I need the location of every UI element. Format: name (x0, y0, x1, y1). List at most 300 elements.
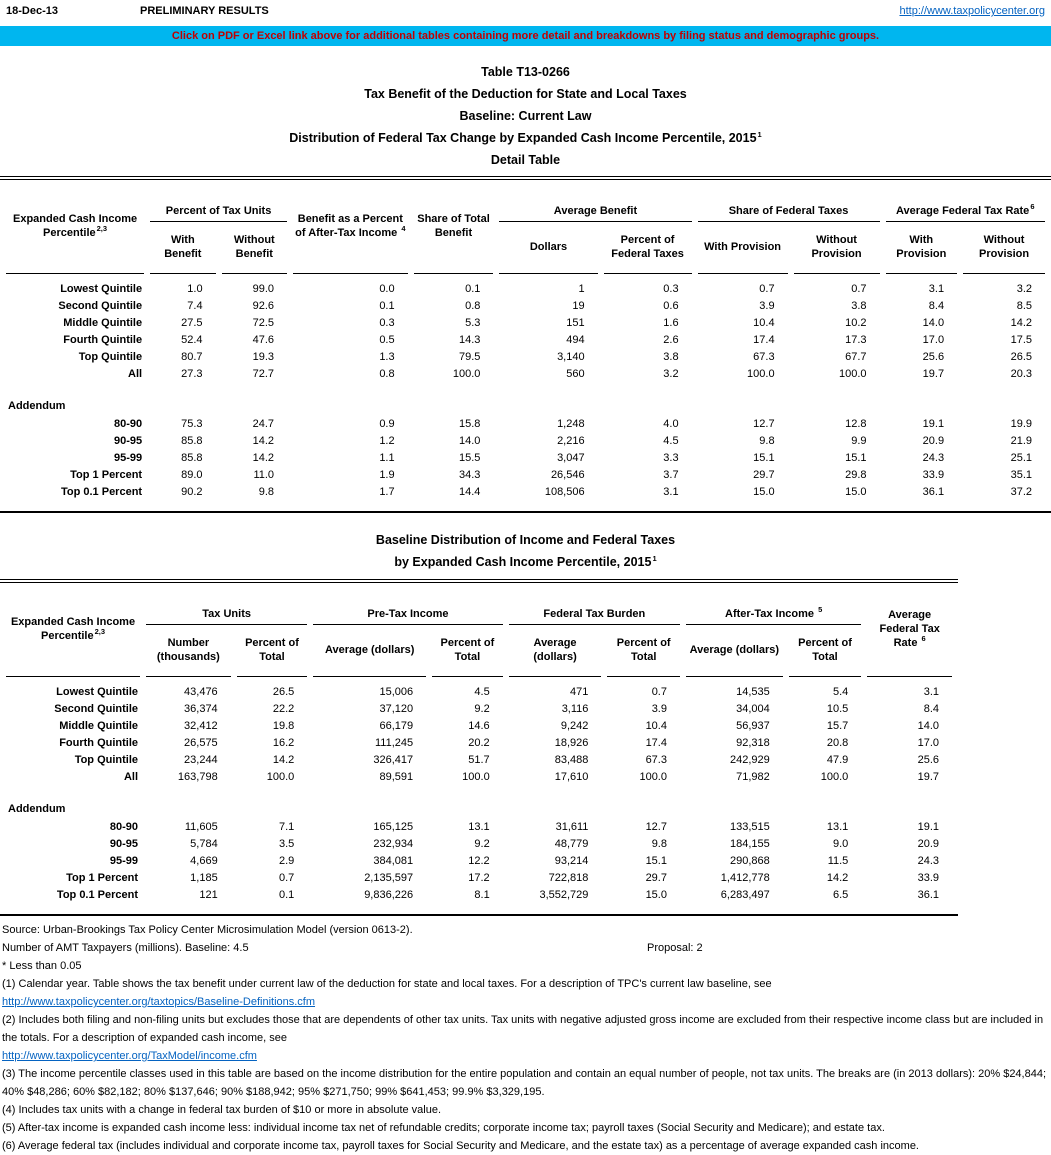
table-data-row (6, 366, 1045, 383)
cell-value: 35.1 (1010, 469, 1032, 481)
col-group-after-tax-text: After-Tax Income (725, 608, 815, 620)
cell-value: 232,934 (373, 838, 414, 850)
cell-value: 14.0 (922, 317, 945, 329)
cell-value: 37,120 (379, 703, 414, 715)
cell-value: 1,248 (557, 418, 585, 430)
col-header-burden-average-dollars: Average (dollars) (509, 625, 602, 677)
col-header-percentile (6, 583, 140, 677)
cell-value: 25.6 (917, 754, 939, 766)
footnote-ref-23b: 2,3 (94, 627, 106, 637)
group-header-row (6, 180, 1045, 222)
cell-value: 9.8 (258, 486, 275, 498)
cell-value: 85.8 (181, 435, 203, 447)
preliminary-results-label: PRELIMINARY RESULTS (140, 5, 269, 17)
cell-value: 0.1 (278, 889, 295, 901)
cell-value: 80.7 (181, 351, 203, 363)
row-label: Fourth Quintile (63, 334, 143, 346)
cell-value: 15.0 (845, 486, 867, 498)
cell-value: 10.4 (645, 720, 667, 732)
table-data-row (6, 484, 1045, 501)
cell-value: 0.7 (278, 872, 295, 884)
col-header-benefit-pct-text: Benefit as a Percent of After-Tax Income (295, 213, 403, 239)
col-header-share-without-provision: Without Provision (794, 222, 880, 274)
distribution-subtitle-text: Distribution of Federal Tax Change by Expanded Cash Income Percentile, 2015 (289, 131, 757, 145)
cell-value: 133,515 (729, 821, 770, 833)
table-data-row (6, 467, 1045, 484)
footnote-2: (2) Includes both filing and non-filing units but excludes those that are dependents of other tax units. Tax units with negative adjusted gross income are excluded from their respective income class but are included in the totals. For a description of expanded cash income, see (2, 1014, 1044, 1044)
cell-value: 13.1 (468, 821, 490, 833)
row-label: Lowest Quintile (60, 283, 143, 295)
cell-value: 8.1 (474, 889, 490, 901)
col-group-percent-of-tax-units: Percent of Tax Units (150, 180, 287, 222)
cell-value: 47.9 (826, 754, 849, 766)
row-label: Top 0.1 Percent (56, 889, 139, 901)
cell-value: 15.8 (458, 418, 481, 430)
cell-value: 29.7 (645, 872, 667, 884)
baseline-title-line2 (0, 551, 1051, 573)
cell-value: 1.1 (379, 452, 395, 464)
cell-value: 8.4 (923, 703, 939, 715)
cell-value: 17.4 (753, 334, 775, 346)
cell-value: 151 (566, 317, 585, 329)
table-data-row (6, 718, 952, 735)
cell-value: 10.4 (753, 317, 775, 329)
col-header-average-federal-tax-rate (867, 583, 952, 677)
cell-value: 3,116 (561, 703, 589, 715)
footnote-5: (5) After-tax income is expanded cash income less: individual income tax net of refundable credits; corporate income tax; payroll taxes (Social Security and Medicare); and estate tax. (2, 1122, 885, 1134)
cell-value: 20.9 (917, 838, 939, 850)
source-note: Source: Urban-Brookings Tax Policy Center Microsimulation Model (version 0613-2). (2, 924, 413, 936)
cell-value: 1,185 (190, 872, 218, 884)
cell-value: 33.9 (917, 872, 939, 884)
cell-value: 3.1 (663, 486, 679, 498)
sub-header-row (6, 222, 1045, 274)
col-group-after-tax-income (686, 583, 861, 625)
row-label: Top Quintile (74, 754, 139, 766)
col-header-share-with-provision: With Provision (698, 222, 788, 274)
cell-value: 25.1 (1010, 452, 1032, 464)
cell-value: 37.2 (1010, 486, 1032, 498)
col-header-pretax-percent-of-total: Percent of Total (432, 625, 503, 677)
col-header-percentile-text: Expanded Cash Income Percentile (13, 213, 138, 239)
cell-value: 3.1 (928, 283, 945, 295)
baseline-definitions-link[interactable]: http://www.taxpolicycenter.org/taxtopics/Baseline-Definitions.cfm (2, 996, 316, 1008)
cell-value: 0.0 (379, 283, 395, 295)
footnote-3: (3) The income percentile classes used in this table are based on the income distribution for the entire population and contain an equal number of people, not tax units. The breaks are (in 2013 dollars): 20% $24,844; 40% $48,286; 60% $82,182; 80% $137,646; 90% $188,942; 95% $271,750; 99% $641,453; 99.9% $3,329,195. (2, 1068, 1047, 1098)
cell-value: 71,982 (736, 771, 770, 783)
table-data-row (6, 819, 952, 836)
cell-value: 66,179 (379, 720, 414, 732)
cell-value: 0.6 (663, 300, 679, 312)
cell-value: 5.3 (465, 317, 481, 329)
cell-value: 108,506 (544, 486, 585, 498)
row-label: 90-95 (113, 435, 143, 447)
cell-value: 0.1 (379, 300, 395, 312)
col-header-benefit-pct-after-tax-income (293, 180, 408, 274)
cell-value: 36,374 (184, 703, 218, 715)
col-header-with-benefit: With Benefit (150, 222, 215, 274)
baseline-distribution-table-grid (0, 583, 958, 904)
cell-value: 19.1 (922, 418, 945, 430)
cell-value: 2.6 (663, 334, 679, 346)
col-header-without-benefit: Without Benefit (222, 222, 287, 274)
distribution-subtitle (0, 127, 1051, 149)
footnote-ref-4: 4 (401, 224, 406, 234)
cell-value: 19 (572, 300, 585, 312)
cell-value: 0.3 (379, 317, 395, 329)
tax-change-table-grid (0, 180, 1051, 501)
baseline-title-line2-text: by Expanded Cash Income Percentile, 2015 (394, 555, 652, 569)
cell-value: 67.3 (753, 351, 775, 363)
col-group-federal-tax-burden: Federal Tax Burden (509, 583, 680, 625)
cell-value: 52.4 (181, 334, 203, 346)
info-banner: Click on PDF or Excel link above for additional tables containing more detail and breakdowns by filing status and demographic groups. (0, 26, 1051, 46)
cell-value: 27.5 (181, 317, 203, 329)
cell-value: 9.8 (759, 435, 775, 447)
cell-value: 1.9 (379, 469, 395, 481)
cell-value: 17.3 (845, 334, 867, 346)
cell-value: 26.5 (1010, 351, 1032, 363)
cell-value: 14.6 (468, 720, 490, 732)
cell-value: 92.6 (252, 300, 275, 312)
title-block (0, 61, 1051, 171)
cell-value: 27.3 (181, 368, 203, 380)
col-header-aftertax-average-dollars: Average (dollars) (686, 625, 783, 677)
row-label: 80-90 (113, 418, 143, 430)
cell-value: 100.0 (639, 771, 667, 783)
cell-value: 14,535 (736, 686, 770, 698)
cell-value: 3.7 (663, 469, 679, 481)
row-label: 95-99 (109, 855, 139, 867)
cell-value: 11,605 (184, 821, 218, 833)
cell-value: 19.1 (917, 821, 939, 833)
row-label: Lowest Quintile (56, 686, 139, 698)
cell-value: 722,818 (548, 872, 589, 884)
cell-value: 2,216 (557, 435, 585, 447)
cell-value: 3.2 (663, 368, 679, 380)
cell-value: 17.0 (922, 334, 945, 346)
cell-value: 22.2 (272, 703, 295, 715)
cell-value: 18,926 (554, 737, 589, 749)
cell-value: 0.7 (759, 283, 775, 295)
row-label: Second Quintile (54, 703, 139, 715)
cell-value: 19.3 (252, 351, 275, 363)
cell-value: 16.2 (272, 737, 295, 749)
footnote-ref-1b: 1 (652, 553, 657, 563)
cell-value: 7.4 (187, 300, 203, 312)
cell-value: 3.5 (278, 838, 295, 850)
row-label: Top 1 Percent (70, 469, 143, 481)
cell-value: 85.8 (181, 452, 203, 464)
cell-value: 51.7 (468, 754, 490, 766)
cell-value: 15.1 (753, 452, 775, 464)
cell-value: 21.9 (1010, 435, 1032, 447)
cell-value: 3.2 (1016, 283, 1032, 295)
cell-value: 100.0 (838, 368, 867, 380)
cell-value: 4.0 (663, 418, 679, 430)
row-label: Middle Quintile (63, 317, 143, 329)
cell-value: 326,417 (373, 754, 414, 766)
cell-value: 4.5 (474, 686, 490, 698)
cell-value: 29.7 (753, 469, 775, 481)
cell-value: 93,214 (554, 855, 589, 867)
cell-value: 89.0 (181, 469, 203, 481)
table-data-row (6, 769, 952, 786)
cell-value: 34,004 (736, 703, 770, 715)
cell-value: 72.5 (252, 317, 275, 329)
row-label: All (128, 368, 143, 380)
table-data-row (6, 433, 1045, 450)
row-label: Middle Quintile (59, 720, 139, 732)
cell-value: 92,318 (736, 737, 770, 749)
section-label: Addendum (8, 400, 66, 412)
cell-value: 3.8 (663, 351, 679, 363)
cell-value: 3,047 (557, 452, 585, 464)
table-number: Table T13-0266 (481, 65, 570, 79)
col-header-burden-percent-of-total: Percent of Total (607, 625, 680, 677)
cell-value: 9.9 (851, 435, 867, 447)
baseline-distribution-table (0, 579, 958, 916)
cell-value: 36.1 (922, 486, 945, 498)
cell-value: 26,546 (550, 469, 585, 481)
cell-value: 100.0 (266, 771, 295, 783)
cell-value: 32,412 (184, 720, 218, 732)
cell-value: 10.2 (845, 317, 867, 329)
less-than-note: * Less than 0.05 (2, 960, 82, 972)
cell-value: 8.4 (928, 300, 945, 312)
cell-value: 12.7 (753, 418, 775, 430)
cell-value: 20.8 (826, 737, 849, 749)
cell-value: 17.5 (1010, 334, 1032, 346)
cell-value: 6,283,497 (720, 889, 770, 901)
col-header-avg-rate-text: Average Federal Tax Rate (879, 609, 940, 649)
cell-value: 7.1 (278, 821, 295, 833)
table-data-row (6, 274, 1045, 298)
cell-value: 17.2 (468, 872, 490, 884)
cell-value: 14.4 (458, 486, 481, 498)
table-section-row (6, 383, 1045, 416)
amt-taxpayers-note (2, 939, 1047, 957)
table-data-row (6, 416, 1045, 433)
table-data-row (6, 853, 952, 870)
cell-value: 100.0 (462, 771, 490, 783)
cell-value: 14.3 (458, 334, 481, 346)
cell-value: 5,784 (190, 838, 218, 850)
cell-value: 12.7 (645, 821, 667, 833)
cell-value: 3,140 (557, 351, 585, 363)
row-label: Top Quintile (78, 351, 143, 363)
cell-value: 20.9 (922, 435, 945, 447)
table-data-row (6, 677, 952, 701)
cell-value: 15.7 (826, 720, 849, 732)
cell-value: 1.7 (379, 486, 395, 498)
cell-value: 2,135,597 (364, 872, 414, 884)
cell-value: 560 (566, 368, 585, 380)
cell-value: 9,242 (560, 720, 589, 732)
cell-value: 48,779 (554, 838, 589, 850)
cell-value: 10.5 (826, 703, 849, 715)
cell-value: 384,081 (373, 855, 414, 867)
cell-value: 56,937 (736, 720, 770, 732)
col-header-percent-of-federal-taxes: Percent of Federal Taxes (604, 222, 692, 274)
cell-value: 24.7 (252, 418, 275, 430)
cell-value: 121 (199, 889, 218, 901)
cell-value: 1.6 (663, 317, 679, 329)
col-group-avg-rate-text: Average Federal Tax Rate (896, 205, 1030, 217)
cell-value: 1.2 (379, 435, 395, 447)
cell-value: 165,125 (373, 821, 414, 833)
cell-value: 43,476 (184, 686, 218, 698)
cell-value: 8.5 (1016, 300, 1032, 312)
cell-value: 24.3 (922, 452, 945, 464)
footnote-ref-6b: 6 (921, 634, 926, 644)
table-data-row (6, 701, 952, 718)
cell-value: 6.5 (833, 889, 849, 901)
cell-value: 100.0 (820, 771, 849, 783)
cell-value: 26,575 (184, 737, 218, 749)
cell-value: 90.2 (181, 486, 203, 498)
cell-value: 31,611 (555, 821, 589, 833)
cell-value: 15.1 (845, 452, 867, 464)
cell-value: 3.9 (759, 300, 775, 312)
cell-value: 4,669 (190, 855, 218, 867)
baseline-table-title (0, 529, 1051, 573)
cell-value: 14.2 (252, 452, 275, 464)
row-label: 80-90 (109, 821, 139, 833)
sub-header-row (6, 625, 952, 677)
col-group-pre-tax-income: Pre-Tax Income (313, 583, 502, 625)
table-section-row (6, 786, 952, 819)
cell-value: 3.9 (651, 703, 667, 715)
section-label: Addendum (8, 803, 66, 815)
cell-value: 19.7 (917, 771, 939, 783)
cell-value: 17.4 (645, 737, 667, 749)
cell-value: 15.0 (753, 486, 775, 498)
cell-value: 3.1 (923, 686, 939, 698)
table-data-row (6, 349, 1045, 366)
cell-value: 15.5 (458, 452, 481, 464)
cell-value: 20.2 (468, 737, 490, 749)
cell-value: 5.4 (833, 686, 849, 698)
table-data-row (6, 332, 1045, 349)
cell-value: 4.5 (663, 435, 679, 447)
baseline-label: Baseline: Current Law (459, 109, 592, 123)
row-label: Fourth Quintile (59, 737, 139, 749)
cell-value: 100.0 (747, 368, 775, 380)
table-data-row (6, 315, 1045, 332)
cell-value: 0.7 (851, 283, 867, 295)
cell-value: 72.7 (252, 368, 275, 380)
cell-value: 36.1 (917, 889, 939, 901)
cell-value: 1.3 (379, 351, 395, 363)
detail-table-label: Detail Table (490, 153, 561, 167)
cell-value: 9.2 (474, 703, 490, 715)
cell-value: 14.2 (826, 872, 849, 884)
cell-value: 0.8 (379, 368, 395, 380)
cell-value: 9,836,226 (364, 889, 414, 901)
cell-value: 11.5 (827, 855, 849, 867)
cell-value: 19.9 (1010, 418, 1032, 430)
row-label: 90-95 (109, 838, 139, 850)
cell-value: 3.8 (851, 300, 867, 312)
table-title: Tax Benefit of the Deduction for State and Local Taxes (364, 87, 687, 101)
footnote-ref-5: 5 (818, 605, 823, 615)
cell-value: 11.0 (253, 469, 275, 481)
cell-value: 111,245 (374, 737, 414, 749)
table-data-row (6, 887, 952, 904)
cell-value: 184,155 (729, 838, 770, 850)
cell-value: 19.8 (272, 720, 295, 732)
cell-value: 100.0 (452, 368, 481, 380)
cell-value: 471 (570, 686, 589, 698)
footnote-link-baseline-definitions (2, 993, 1047, 1011)
cell-value: 25.6 (922, 351, 945, 363)
col-group-average-federal-tax-rate (886, 180, 1046, 222)
col-header-aftertax-percent-of-total: Percent of Total (789, 625, 862, 677)
table-data-row (6, 752, 952, 769)
col-group-tax-units: Tax Units (146, 583, 307, 625)
col-header-share-of-total-benefit: Share of Total Benefit (414, 180, 494, 274)
cell-value: 3.3 (663, 452, 679, 464)
baseline-title-line1: Baseline Distribution of Income and Federal Taxes (375, 533, 676, 547)
cell-value: 14.0 (917, 720, 939, 732)
cell-value: 34.3 (458, 469, 481, 481)
cell-value: 0.7 (651, 686, 667, 698)
cell-value: 20.3 (1010, 368, 1032, 380)
cell-value: 47.6 (252, 334, 275, 346)
footnote-link-income-definition (2, 1047, 1047, 1065)
cell-value: 13.1 (826, 821, 849, 833)
table-data-row (6, 450, 1045, 467)
table-data-row (6, 298, 1045, 315)
cell-value: 67.7 (845, 351, 867, 363)
cell-value: 67.3 (645, 754, 667, 766)
group-header-row (6, 583, 952, 625)
table-data-row (6, 870, 952, 887)
cell-value: 33.9 (922, 469, 945, 481)
cell-value: 15.1 (645, 855, 667, 867)
cell-value: 12.8 (845, 418, 867, 430)
cell-value: 29.8 (845, 469, 867, 481)
col-header-percentile (6, 180, 144, 274)
cell-value: 19.7 (922, 368, 945, 380)
cell-value: 9.0 (833, 838, 849, 850)
col-header-dollars: Dollars (499, 222, 597, 274)
cell-value: 0.1 (465, 283, 481, 295)
income-definition-link[interactable]: http://www.taxpolicycenter.org/TaxModel/income.cfm (2, 1050, 257, 1062)
cell-value: 75.3 (181, 418, 203, 430)
footnote-ref-6: 6 (1030, 202, 1035, 212)
col-header-percent-of-total-units: Percent of Total (237, 625, 308, 677)
amt-baseline-text: Number of AMT Taxpayers (millions). Baseline: 4.5 (2, 942, 249, 954)
col-group-average-benefit: Average Benefit (499, 180, 691, 222)
footnote-6: (6) Average federal tax (includes individual and corporate income tax, payroll taxes for Social Security and Medicare, and the estate tax) as a percentage of average expanded cash income. (2, 1140, 919, 1152)
cell-value: 83,488 (554, 754, 589, 766)
tax-change-table (0, 176, 1051, 513)
cell-value: 242,929 (729, 754, 770, 766)
cell-value: 494 (566, 334, 585, 346)
taxpolicycenter-link[interactable]: http://www.taxpolicycenter.org (899, 5, 1045, 17)
row-label: Top 0.1 Percent (60, 486, 143, 498)
cell-value: 3,552,729 (539, 889, 589, 901)
col-header-percentile-text: Expanded Cash Income Percentile (10, 616, 136, 642)
cell-value: 2.9 (278, 855, 295, 867)
cell-value: 15.0 (645, 889, 667, 901)
cell-value: 14.2 (252, 435, 275, 447)
cell-value: 9.2 (474, 838, 490, 850)
amt-proposal-text: Proposal: 2 (647, 942, 703, 954)
cell-value: 89,591 (379, 771, 414, 783)
